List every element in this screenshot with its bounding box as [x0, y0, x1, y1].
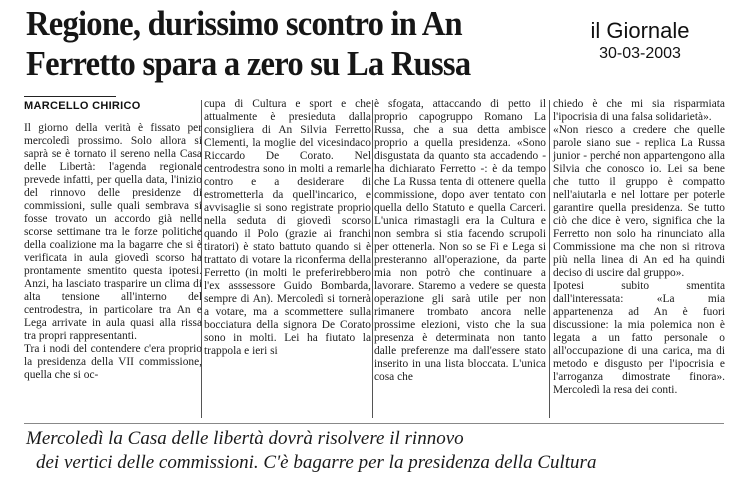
subheadline [26, 427, 726, 475]
column-divider [372, 100, 373, 418]
headline-line-1: Regione, durissimo scontro in An [26, 4, 462, 43]
article-column-1 [24, 122, 202, 382]
subheadline-line-2: dei vertici delle commissioni. C'è bagarre per la presidenza della Cultura [36, 452, 597, 473]
byline-rule [24, 96, 116, 97]
paragraph: è sfogata, attaccando di petto il proprio capogruppo Romano La Russa, che a sua detta ambisce proprio a quella presidenza. «Sono disgustata da quanto sta accadendo - ha dichiarato Ferretto -: è da tempo che La Russa tenta di ottenere quella commissione, dopo aver tentato con quella dello Statuto e quella Carceri. L'unica rimastagli era la Cultura e non sembra si stia facendo scrupoli per ottenerla. Non so se Fi e Lega si presteranno all'operazione, da parte mia non potrò che continuare a lavorare. Staremo a vedere se questa operazione gli sarà utile per non rimanere trombato ancora nelle prossime elezioni, visto che la sua presenza è determinata non tanto dalle preferenze ma dall'essere stato inserito in una lista bloccata. L'unica cosa che [374, 98, 546, 383]
newspaper-name: il Giornale [590, 18, 690, 43]
paragraph: «Non riesco a credere che quelle parole siano sue - replica La Russa junior - perché non appartengono alla Silvia che conosco io. Lei sa bene che tutto il gruppo è compatto nell'aiutarla e nel lottare per poterle garantire quella presidenza. Se tutto ciò che dice è vero, significa che la Ferretto non solo ha rinunciato alla Commissione ma che non si ritrova più nella linea di An ed ha quindi deciso di uscire dal gruppo». [553, 124, 725, 279]
byline: MARCELLO CHIRICO [24, 100, 141, 112]
article-column-2 [204, 98, 371, 358]
headline [26, 4, 500, 84]
subheadline-line-1: Mercoledì la Casa delle libertà dovrà risolvere il rinnovo [26, 428, 464, 449]
publication-date: 30-03-2003 [599, 45, 681, 62]
article-column-4 [553, 98, 725, 397]
subhead-rule [24, 423, 724, 424]
paragraph: Ipotesi subito smentita dall'interessata: «La mia appartenenza ad An è fuori discussione: la mia polemica non è legata a un fatto personale o all'occupazione di una carica, ma di metodo e disgusto per l'ipocrisia e l'arroganza dimostrate finora». Mercoledì la resa dei conti. [553, 280, 725, 396]
newspaper-masthead [560, 18, 720, 64]
headline-line-2: Ferretto spara a zero su La Russa [26, 44, 471, 83]
paragraph: Tra i nodi del contendere c'era proprio la presidenza della VII commissione, quella che si oc- [24, 343, 202, 381]
paragraph: cupa di Cultura e sport e che attualmente è presieduta dalla consigliera di An Silvia Ferretto Clementi, la moglie del vicesindaco Riccardo De Corato. Nel centrodestra sono in molti a remarle contro e a desiderare di estrometterla da quell'incarico, e avvisaglie si sono registrate proprio nella seduta di giovedì scorso quando il Polo (grazie ai franchi tiratori) è stato battuto quando si è trattato di votare la riconferma della Ferretto (in molti le preferirebbero l'ex asssessore Guido Bombarda, sempre di An). Mercoledì si tornerà a votare, ma a scommettere sulla bocciatura della signora De Corato sono in molti. Lei ha fiutato la trappola e ieri si [204, 98, 371, 357]
article-column-3 [374, 98, 546, 384]
paragraph: Il giorno della verità è fissato per mercoledì prossimo. Solo allora si saprà se è tornato il sereno nella Casa delle Libertà: l'agenda regionale prevede infatti, per quella data, l'inizio del rinnovo delle presidenze di commissioni, sulle quali sembrava si fosse trovato un accordo già nelle scorse settimane tra le forze politiche della coalizione ma la bagarre che si è verificata in aula giovedì scorso ha prontamente smentito questa ipotesi. Anzi, ha lasciato trasparire un clima di alta tensione all'interno del centrodestra, in particolare tra An e Lega arrivate in aula quasi alla rissa tra propri rappresentanti. [24, 122, 202, 342]
paragraph: chiedo è che mi sia risparmiata l'ipocrisia di una falsa solidarietà». [553, 98, 725, 123]
column-divider [549, 100, 550, 418]
